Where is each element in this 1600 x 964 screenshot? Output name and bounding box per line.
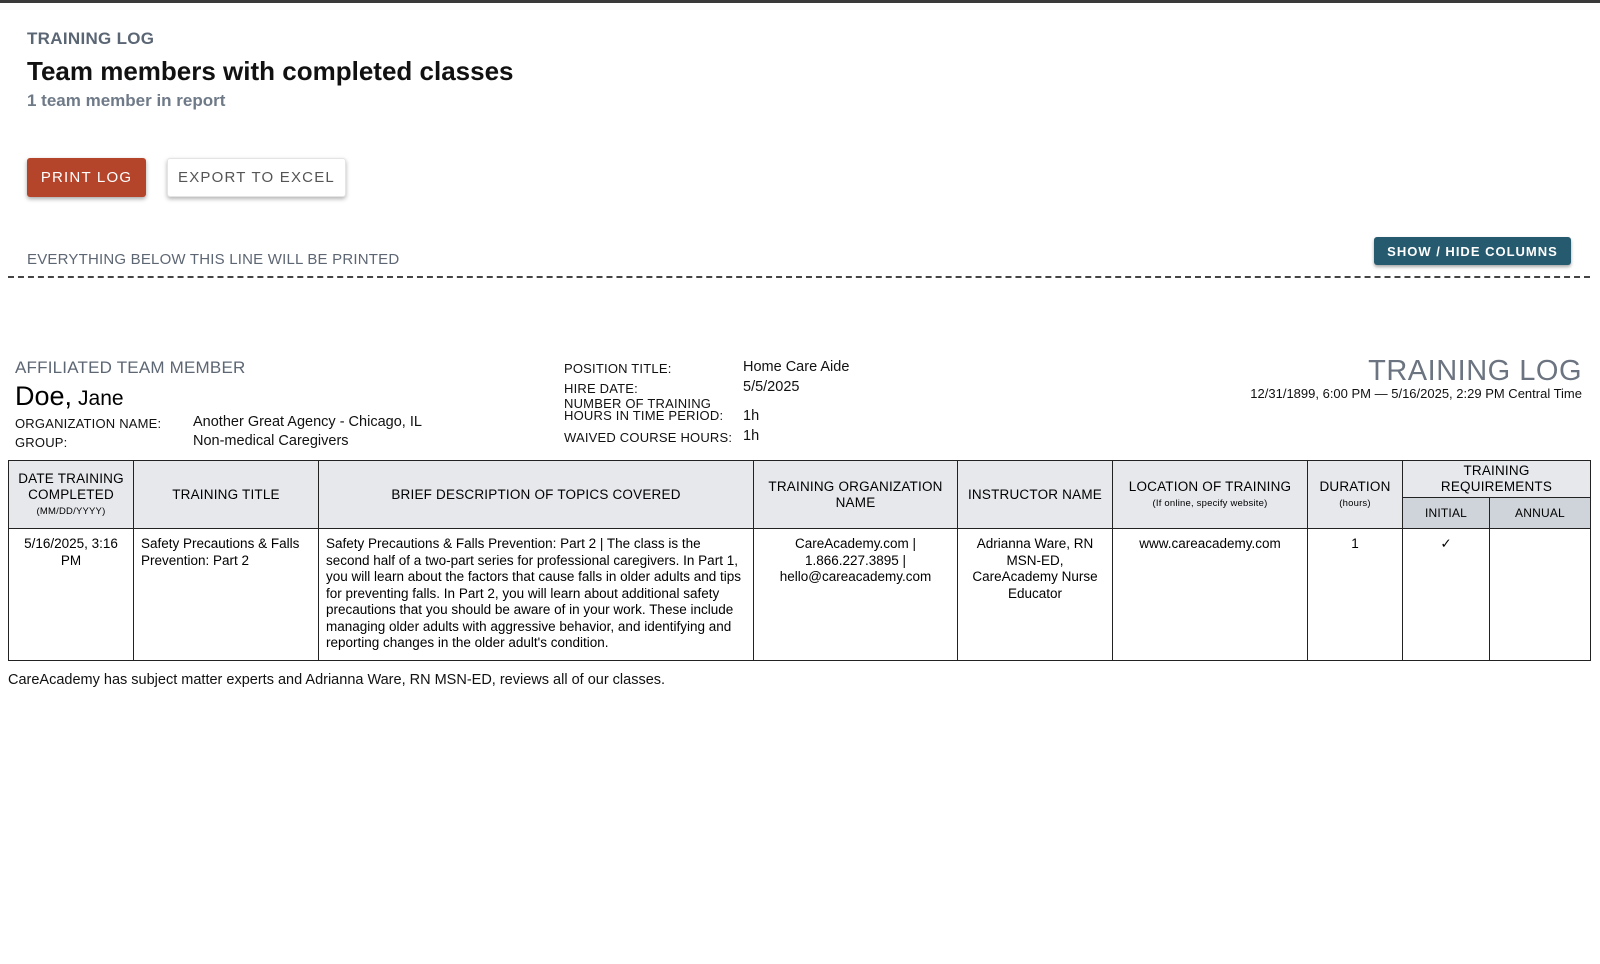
col-initial: INITIAL [1403,498,1490,529]
cell-description: Safety Precautions & Falls Prevention: Part 2 | The class is the second half of a two-part series for professional caregivers. In Part 1, you will learn about the factors that cause falls in older adults and tips for preventing falls. In Part 2, you will learn about additional safety precautions that you should be aware of in your work. These include managing older adults with aggressive behavior, and identifying and reporting changes in the older adult's condition. [319,529,754,661]
page-header [27,29,514,111]
col-duration-label: DURATION [1319,478,1391,494]
col-requirements: TRAINING REQUIREMENTS [1403,461,1591,498]
cell-instructor: Adrianna Ware, RN MSN-ED, CareAcademy Nurse Educator [958,529,1113,661]
show-hide-columns-button[interactable]: SHOW / HIDE COLUMNS [1374,237,1571,265]
position-label: POSITION TITLE: [564,361,672,376]
col-location-label: LOCATION OF TRAINING [1128,478,1292,494]
export-excel-button[interactable]: EXPORT TO EXCEL [167,158,346,197]
col-description: BRIEF DESCRIPTION OF TOPICS COVERED [319,461,754,529]
training-table [8,460,1591,661]
group-label: GROUP: [15,435,68,450]
training-hours-label-line1: NUMBER OF TRAINING [564,396,712,411]
cell-organization: CareAcademy.com | 1.866.227.3895 | hello@careacademy.com [754,529,958,661]
log-date-range: 12/31/1899, 6:00 PM — 5/16/2025, 2:29 PM Central Time [1250,386,1582,401]
print-log-button[interactable]: PRINT LOG [27,158,146,197]
member-last-name: Doe, [15,381,73,411]
col-instructor: INSTRUCTOR NAME [958,461,1113,529]
member-block [15,358,245,412]
cell-duration: 1 [1308,529,1403,661]
training-hours-value: 1h [743,408,760,424]
cell-title: Safety Precautions & Falls Prevention: Part 2 [134,529,319,661]
member-first-name: Jane [78,387,124,410]
position-value: Home Care Aide [743,359,850,375]
print-notice: EVERYTHING BELOW THIS LINE WILL BE PRINTED [27,251,400,268]
cell-location: www.careacademy.com [1113,529,1308,661]
cell-initial-check: ✓ [1403,529,1490,661]
log-title: TRAINING LOG [1368,355,1582,387]
member-name [15,381,245,412]
print-divider [8,276,1590,278]
hire-date-label: HIRE DATE: [564,381,638,396]
col-location-hint: (If online, specify website) [1152,497,1268,509]
col-duration [1308,461,1403,529]
member-section-label: AFFILIATED TEAM MEMBER [15,358,246,377]
col-location [1113,461,1308,529]
col-date-format: (MM/DD/YYYY) [36,505,106,517]
cell-annual [1490,529,1591,661]
waived-hours-label: WAIVED COURSE HOURS: [564,430,733,445]
org-label: ORGANIZATION NAME: [15,416,162,431]
col-annual: ANNUAL [1490,498,1591,529]
col-date-label: DATE TRAINING COMPLETED [18,470,124,502]
page-title: Team members with completed classes [27,56,514,86]
table-row [9,529,1591,661]
training-hours-label [564,398,723,422]
review-footnote: CareAcademy has subject matter experts and Adrianna Ware, RN MSN-ED, reviews all of our classes. [8,672,666,688]
hire-date-value: 5/5/2025 [743,379,800,395]
group-value: Non-medical Caregivers [193,433,349,449]
page-eyebrow: TRAINING LOG [27,29,155,48]
report-count: 1 team member in report [27,91,226,110]
col-organization: TRAINING ORGANIZATION NAME [754,461,958,529]
waived-hours-value: 1h [743,428,760,444]
org-value: Another Great Agency - Chicago, IL [193,414,422,430]
cell-date: 5/16/2025, 3:16 PM [9,529,134,661]
col-date [9,461,134,529]
col-duration-unit: (hours) [1339,497,1371,509]
training-hours-label-line2: HOURS IN TIME PERIOD: [564,408,724,423]
col-title: TRAINING TITLE [134,461,319,529]
